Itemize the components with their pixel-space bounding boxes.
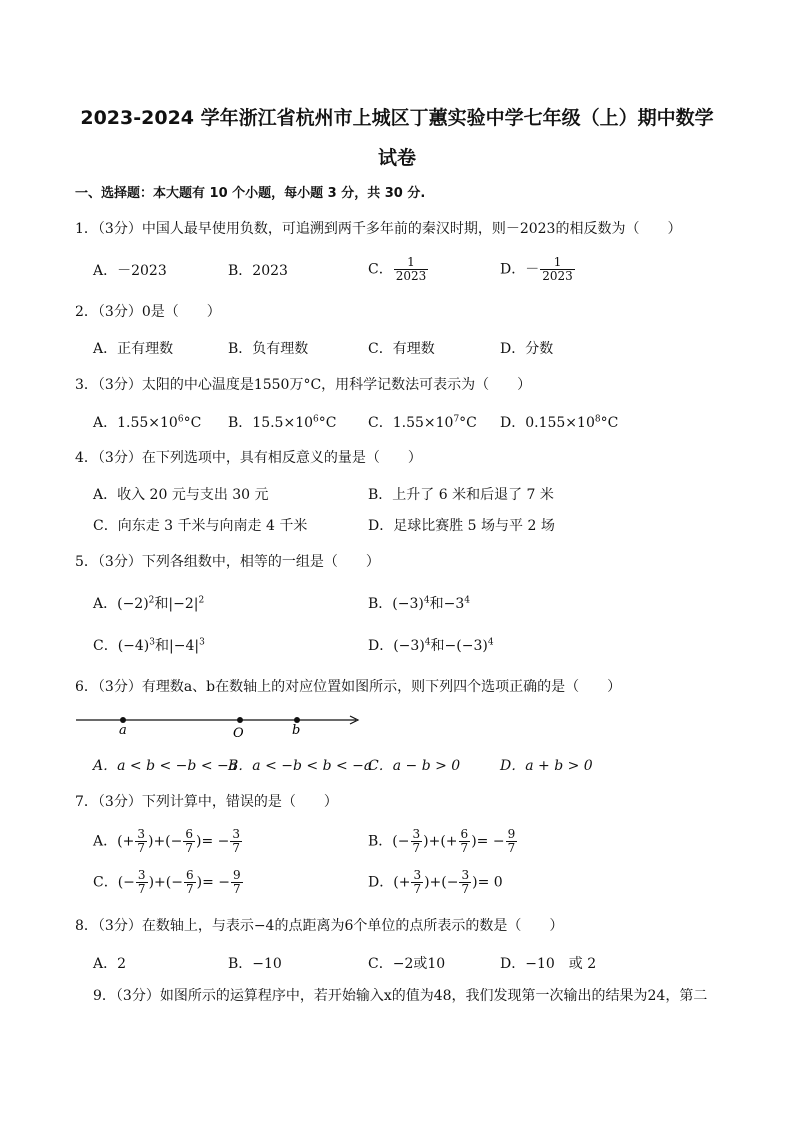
question-3-option-d: [500, 413, 618, 433]
document-title-line-2: 试卷: [377, 147, 416, 169]
question-2-stem: 2．（3分）0是（ ）: [75, 304, 221, 320]
numerator: 3: [412, 827, 421, 841]
paren: (−: [441, 874, 459, 891]
operator: +: [153, 833, 166, 850]
numerator: 3: [137, 868, 146, 882]
paren: ): [196, 874, 203, 891]
denominator: 7: [185, 841, 194, 855]
option-label: B．: [368, 833, 393, 850]
exponent: 8: [594, 414, 601, 425]
question-3-option-c: [368, 413, 477, 433]
question-6-option-d: D．a + b > 0: [500, 758, 593, 774]
unit: °C: [183, 415, 202, 431]
unit: °C: [459, 415, 477, 431]
denominator: 7: [460, 841, 469, 855]
denominator: 2023: [395, 269, 427, 283]
denominator: 2023: [542, 269, 573, 283]
denominator: 7: [412, 841, 421, 855]
paren: ): [471, 833, 477, 850]
option-label: D．－: [500, 261, 540, 278]
fraction: [183, 828, 195, 855]
question-4-option-d: D．足球比赛胜 5 场与平 2 场: [368, 518, 555, 534]
exponent: 3: [149, 637, 156, 648]
operator: +: [428, 833, 441, 850]
exponent: 3: [199, 637, 205, 648]
question-6-option-a: A．a < b < −b < −a: [93, 758, 238, 774]
fraction: [540, 256, 575, 283]
question-5-stem: 5．（3分）下列各组数中，相等的一组是（ ）: [75, 554, 380, 570]
question-8-option-b: B．−10: [228, 956, 282, 972]
question-4-stem: 4．（3分）在下列选项中，具有相反意义的量是（ ）: [75, 450, 422, 466]
fraction: [184, 869, 196, 896]
numerator: 3: [461, 868, 470, 882]
fraction: [231, 869, 243, 896]
question-6-option-c: C．a − b > 0: [368, 758, 461, 774]
question-1-option-b: B．2023: [228, 263, 288, 279]
question-5-option-c: [93, 636, 205, 656]
question-8-stem: 8．（3分）在数轴上，与表示−4的点距离为6个单位的点所表示的数是（ ）: [75, 918, 564, 934]
exponent: 2: [198, 595, 205, 606]
question-1-option-c: [368, 256, 429, 283]
paren: (−: [165, 874, 183, 891]
label-origin: O: [233, 726, 244, 740]
denominator: 7: [185, 882, 194, 896]
expr: D．(−3): [368, 638, 425, 654]
question-2-option-d: D．分数: [500, 341, 554, 357]
question-6-stem: 6．（3分）有理数a、b在数轴上的对应位置如图所示，则下列四个选项正确的是（ ）: [75, 679, 622, 695]
question-7-option-a: [93, 828, 243, 855]
option-text: C．1.55×10: [368, 415, 454, 431]
denominator: 7: [137, 882, 146, 896]
question-3-stem: 3．（3分）太阳的中心温度是1550万°C，用科学记数法可表示为（ ）: [75, 377, 532, 393]
fraction: [394, 256, 429, 283]
expr: 和|−2|: [154, 596, 199, 612]
exponent: 4: [487, 637, 494, 648]
unit: °C: [318, 415, 337, 431]
numerator: 1: [553, 255, 562, 269]
question-3-option-b: [228, 413, 336, 433]
fraction: [459, 828, 471, 855]
numerator: 9: [233, 868, 241, 882]
question-1-stem: 1．（3分）中国人最早使用负数，可追溯到两千多年前的秦汉时期，则－2023的相反数为（ ）: [75, 221, 682, 237]
exponent: 4: [423, 595, 430, 606]
option-label: C．: [368, 261, 393, 278]
question-2-option-a: A．正有理数: [93, 341, 174, 357]
question-8-option-c: C．−2或10: [368, 956, 446, 972]
operator: +: [154, 874, 166, 891]
paren: ): [147, 833, 154, 850]
numerator: 6: [185, 827, 194, 841]
operator: = −: [201, 833, 230, 850]
fraction: [459, 869, 471, 896]
section-heading: 一、选择题：本大题有 10 个小题，每小题 3 分，共 30 分.: [75, 186, 426, 201]
exponent: 4: [464, 595, 470, 606]
paren: ): [148, 874, 155, 891]
option-label: D．: [368, 874, 394, 891]
question-9-stem: 9．（3分）如图所示的运算程序中，若开始输入x的值为48，我们发现第一次输出的结果为24，第二: [93, 988, 708, 1004]
operator: = −: [202, 874, 230, 891]
paren: ): [196, 833, 202, 850]
question-5-option-d: [368, 636, 494, 656]
denominator: 7: [232, 841, 241, 855]
fraction: [411, 869, 423, 896]
exponent: 6: [313, 414, 319, 425]
label-b: b: [292, 723, 301, 738]
question-7-option-d: [368, 869, 503, 896]
paren: (+: [440, 833, 458, 850]
expr: A．(−2): [93, 596, 149, 612]
paren: (−: [117, 874, 135, 891]
expr: 和−3: [429, 596, 465, 612]
paren: (+: [393, 874, 411, 891]
question-7-stem: 7．（3分）下列计算中，错误的是（ ）: [75, 794, 338, 810]
exponent: 4: [424, 637, 431, 648]
question-5-option-a: [93, 594, 204, 614]
exponent: 6: [177, 414, 184, 425]
option-text: B．15.5×10: [228, 415, 314, 431]
numerator: 3: [232, 827, 241, 841]
question-7-option-b: [368, 828, 518, 855]
expr: 和|−4|: [155, 638, 200, 654]
label-a: a: [119, 723, 127, 738]
denominator: 7: [413, 882, 422, 896]
question-3-option-a: [93, 413, 201, 433]
document-title-line-1: 2023-2024 学年浙江省杭州市上城区丁蕙实验中学七年级（上）期中数学: [80, 107, 714, 129]
question-1-option-d: [500, 256, 576, 283]
option-label: A．: [93, 833, 118, 850]
denominator: 7: [233, 882, 241, 896]
question-6-option-b: B．a < −b < b < −a: [228, 758, 373, 774]
fraction: [136, 869, 148, 896]
question-5-option-b: [368, 594, 470, 614]
unit: °C: [600, 415, 619, 431]
question-4-option-a: A．收入 20 元与支出 30 元: [93, 487, 269, 503]
paren: (−: [392, 833, 410, 850]
denominator: 7: [137, 841, 145, 855]
paren: (−: [165, 833, 183, 850]
numerator: 6: [185, 868, 194, 882]
paren: (+: [117, 833, 135, 850]
operator: +: [429, 874, 442, 891]
expr: 和−(−3): [430, 638, 488, 654]
operator: = −: [476, 833, 505, 850]
paren: ): [472, 874, 478, 891]
question-8-option-d: D．−10 或 2: [500, 956, 597, 972]
question-4-option-b: B．上升了 6 米和后退了 7 米: [368, 487, 554, 503]
exponent: 2: [148, 595, 155, 606]
denominator: 7: [507, 841, 516, 855]
fraction: [230, 828, 242, 855]
operator: = 0: [477, 874, 503, 891]
fraction: [506, 828, 518, 855]
paren: ): [423, 833, 429, 850]
numerator: 6: [460, 827, 469, 841]
option-text: D．0.155×10: [500, 415, 595, 431]
numerator: 9: [507, 827, 516, 841]
question-1-option-a: A．－2023: [93, 263, 167, 279]
denominator: 7: [461, 882, 470, 896]
expr: C．(−4): [93, 638, 150, 654]
fraction: [135, 828, 147, 855]
exponent: 7: [453, 414, 460, 425]
option-text: A．1.55×10: [93, 415, 178, 431]
paren: ): [424, 874, 430, 891]
numerator: 3: [413, 868, 422, 882]
fraction: [411, 828, 423, 855]
number-line-figure: [74, 706, 374, 740]
numerator: 1: [407, 255, 415, 269]
numerator: 3: [137, 827, 145, 841]
question-2-option-c: C．有理数: [368, 341, 435, 357]
option-label: C．: [93, 874, 118, 891]
question-7-option-c: [93, 869, 244, 896]
question-4-option-c: C．向东走 3 千米与向南走 4 千米: [93, 518, 308, 534]
expr: B．(−3): [368, 596, 424, 612]
question-2-option-b: B．负有理数: [228, 341, 309, 357]
question-8-option-a: A．2: [93, 956, 127, 972]
point-origin: [237, 717, 243, 723]
